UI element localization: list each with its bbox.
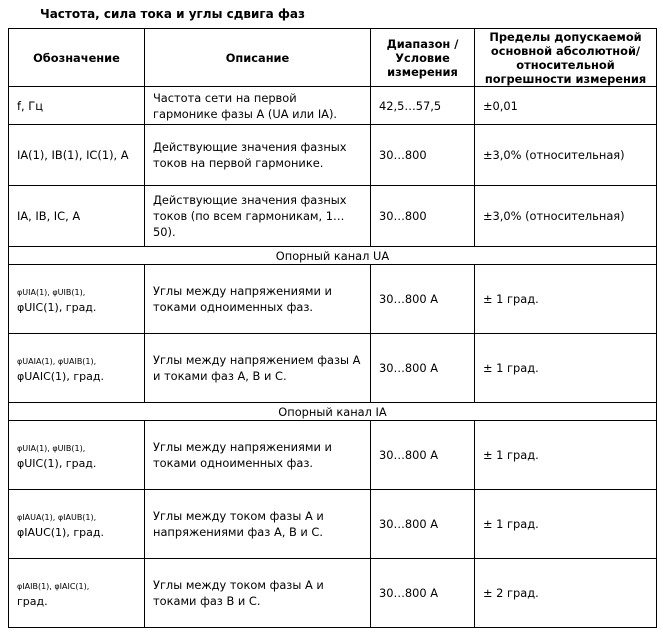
section-label-ua: Опорный канал UA [9, 247, 657, 265]
cell-range: 30…800 [371, 186, 475, 247]
cell-designation: f, Гц [9, 87, 145, 125]
section-label-ia: Опорный канал IA [9, 403, 657, 421]
header-range: Диапазон / Условие измерения [371, 29, 475, 87]
cell-description: Действующие значения фазных токов (по всем гармоникам, 1…50). [145, 186, 371, 247]
table-row [9, 125, 657, 186]
cell-designation: φIAUA(1), φIAUB(1), φIAUC(1), град. [9, 490, 145, 559]
table-header-row [9, 29, 657, 87]
cell-limit: ± 1 град. [475, 490, 657, 559]
cell-designation: IA, IB, IC, A [9, 186, 145, 247]
cell-range: 30…800 А [371, 490, 475, 559]
cell-range: 30…800 А [371, 334, 475, 403]
header-description: Описание [145, 29, 371, 87]
cell-range: 30…800 А [371, 421, 475, 490]
cell-designation: φUIA(1), φUIB(1), φUIC(1), град. [9, 265, 145, 334]
cell-limit: ± 2 град. [475, 559, 657, 628]
section-row-ua [9, 247, 657, 265]
cell-description: Углы между напряжением фазы А и токами фаз А, В и С. [145, 334, 371, 403]
table-row [9, 87, 657, 125]
table-row [9, 421, 657, 490]
cell-description: Углы между напряжениями и токами одноименных фаз. [145, 421, 371, 490]
page-title: Частота, сила тока и углы сдвига фаз [40, 7, 305, 21]
cell-description: Частота сети на первой гармонике фазы A (UA или IA). [145, 87, 371, 125]
cell-limit: ± 1 град. [475, 334, 657, 403]
specification-table [8, 28, 657, 628]
section-row-ia [9, 403, 657, 421]
cell-description: Углы между током фазы А и токами фаз В и С. [145, 559, 371, 628]
table-row [9, 334, 657, 403]
table-row [9, 490, 657, 559]
cell-description: Углы между напряжениями и токами одноименных фаз. [145, 265, 371, 334]
cell-range: 30…800 А [371, 265, 475, 334]
header-designation: Обозначение [9, 29, 145, 87]
cell-description: Действующие значения фазных токов на первой гармонике. [145, 125, 371, 186]
table-row [9, 186, 657, 247]
cell-limit: ± 1 град. [475, 265, 657, 334]
cell-limit: ±3,0% (относительная) [475, 125, 657, 186]
table-row [9, 265, 657, 334]
cell-range: 42,5…57,5 [371, 87, 475, 125]
cell-description: Углы между током фазы А и напряжениями фаз А, В и С. [145, 490, 371, 559]
cell-limit: ±0,01 [475, 87, 657, 125]
cell-limit: ± 1 град. [475, 421, 657, 490]
header-limit: Пределы допускаемой основной абсолютной/ относительной погрешности измерения [475, 29, 657, 87]
cell-designation: φIAIB(1), φIAIC(1), град. [9, 559, 145, 628]
cell-limit: ±3,0% (относительная) [475, 186, 657, 247]
table-row [9, 559, 657, 628]
cell-range: 30…800 А [371, 559, 475, 628]
cell-range: 30…800 [371, 125, 475, 186]
cell-designation: φUIA(1), φUIB(1), φUIC(1), град. [9, 421, 145, 490]
cell-designation: φUAIA(1), φUAIB(1), φUAIC(1), град. [9, 334, 145, 403]
cell-designation: IA(1), IB(1), IC(1), A [9, 125, 145, 186]
